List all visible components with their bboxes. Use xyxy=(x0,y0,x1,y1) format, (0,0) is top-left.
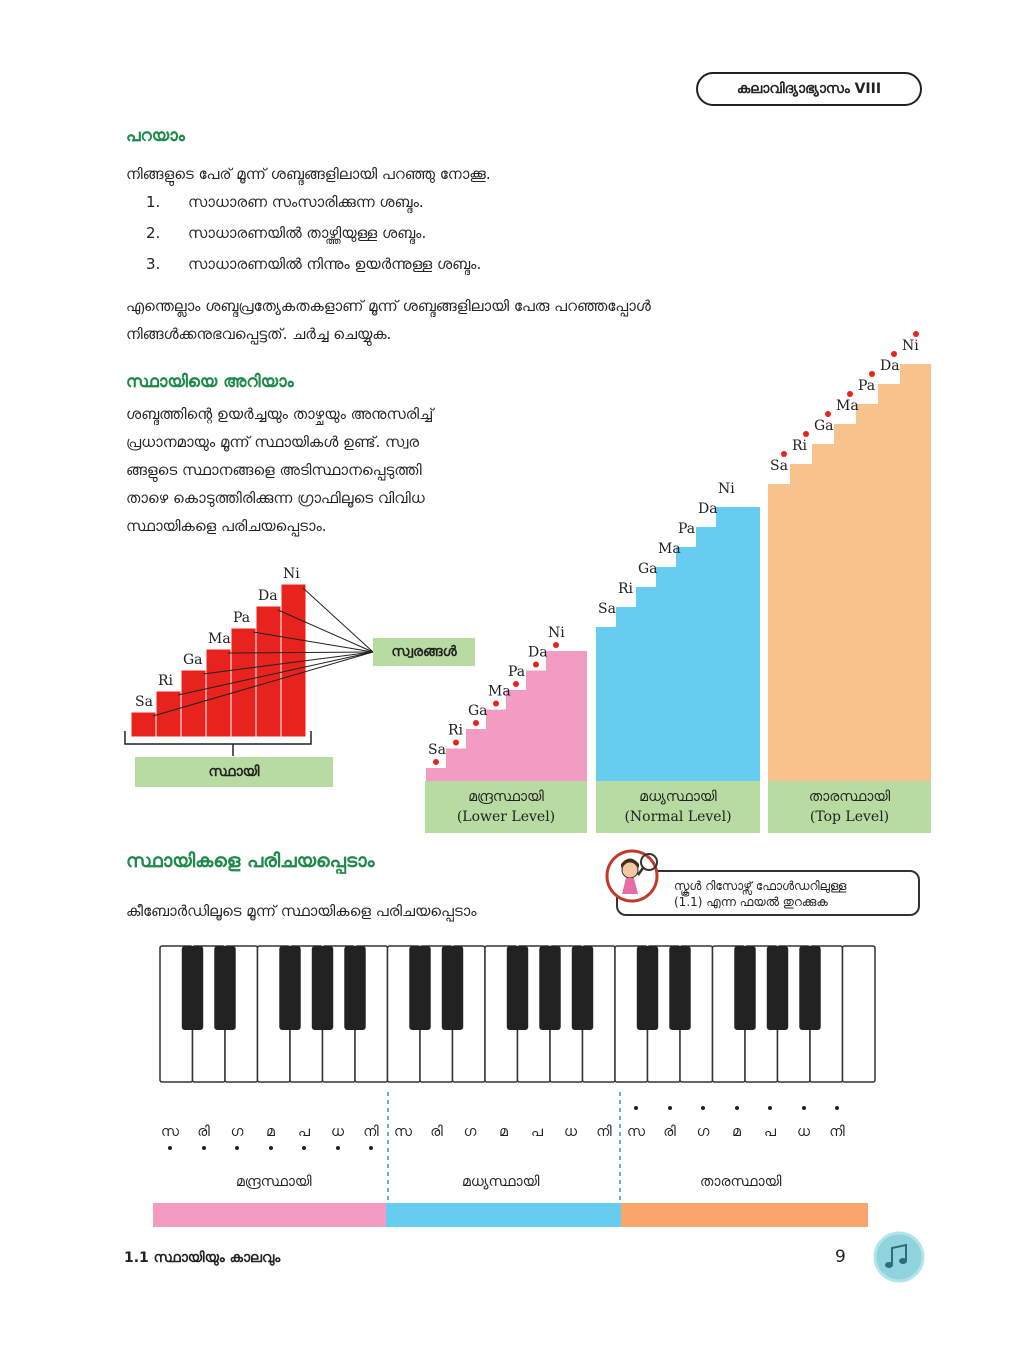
page-number: 9 xyxy=(835,1247,846,1267)
blue-note-label: Sa xyxy=(598,601,616,617)
black-key[interactable] xyxy=(669,946,690,1030)
black-key[interactable] xyxy=(734,946,755,1030)
red-staircase xyxy=(131,566,306,737)
lower-octave-dot xyxy=(235,1146,239,1150)
black-key[interactable] xyxy=(572,946,593,1030)
top-level-bar xyxy=(621,1203,868,1227)
swara-letter: പ xyxy=(764,1124,776,1140)
red-note-label: Pa xyxy=(233,610,251,626)
list-text: സാധാരണയിൽ താഴ്ത്തിയുള്ള ശബ്ദം. xyxy=(188,224,427,242)
blue-note-label: Ni xyxy=(718,481,735,497)
upper-dot xyxy=(869,371,875,377)
red-bar-da xyxy=(256,606,281,737)
swara-letter: സ xyxy=(627,1124,645,1140)
upper-octave-dot xyxy=(634,1106,638,1110)
orange-staircase xyxy=(768,331,931,781)
level-name: താരസ്ഥായി xyxy=(808,789,891,805)
red-note-label: Ma xyxy=(208,631,231,647)
pink-note-label: Sa xyxy=(428,742,446,758)
paragraph-line: ങ്ങളുടെ സ്ഥാനങ്ങളെ അടിസ്ഥാനപ്പെടുത്തി xyxy=(126,461,422,479)
lower-level-bar xyxy=(153,1203,386,1227)
red-bar-ga xyxy=(181,670,206,737)
red-note-label: Ni xyxy=(283,566,300,582)
swara-letter: സ xyxy=(161,1124,179,1140)
pink-stair-shape xyxy=(426,651,587,781)
orange-note-label: Sa xyxy=(770,458,788,474)
list-number: 1. xyxy=(146,193,161,211)
black-key[interactable] xyxy=(539,946,560,1030)
lower-dot xyxy=(553,642,559,648)
blue-note-label: Ri xyxy=(618,581,634,597)
heading-speak: പറയാം xyxy=(126,126,185,146)
upper-dot xyxy=(913,331,919,337)
swara-letter: നി xyxy=(829,1124,845,1140)
lower-dot xyxy=(433,759,439,765)
intro-text: നിങ്ങളുടെ പേര് മൂന്ന് ശബ്ദങ്ങളിലായി പറഞ്ഞു നോക്കൂ. xyxy=(126,165,491,183)
black-key[interactable] xyxy=(409,946,430,1030)
heading-introduce: സ്ഥായികളെ പരിചയപ്പെടാം xyxy=(126,850,375,872)
callout-line-1: സ്കൂൾ റിസോഴ്സ് ഫോൾഡറിലുള്ള xyxy=(674,879,847,893)
lower-octave-dot xyxy=(168,1146,172,1150)
black-key[interactable] xyxy=(312,946,333,1030)
pink-note-label: Ni xyxy=(548,625,565,641)
lower-octave-dot xyxy=(202,1146,206,1150)
lower-octave-dot xyxy=(369,1146,373,1150)
level-english: (Top Level) xyxy=(809,809,890,825)
red-bar-ma xyxy=(206,649,231,737)
upper-dot xyxy=(891,351,897,357)
swara-letter: നി xyxy=(596,1124,612,1140)
pink-note-label: Pa xyxy=(508,664,526,680)
swara-letter: ധ xyxy=(331,1124,344,1140)
top-level-label xyxy=(768,781,931,833)
swarangal-label: സ്വരങ്ങൾ xyxy=(373,638,475,666)
upper-dot xyxy=(803,431,809,437)
swara-letter: പ xyxy=(298,1124,310,1140)
upper-dot xyxy=(825,411,831,417)
callout-line-2: (1.1) എന്ന ഫയൽ തുറക്കുക xyxy=(674,895,828,909)
black-key[interactable] xyxy=(344,946,365,1030)
upper-octave-dot xyxy=(835,1106,839,1110)
black-key[interactable] xyxy=(214,946,235,1030)
black-key[interactable] xyxy=(767,946,788,1030)
swara-letter: പ xyxy=(531,1124,543,1140)
swara-letter: സ xyxy=(394,1124,412,1140)
paragraph-line: താഴെ കൊടുത്തിരിക്കുന്ന ഗ്രാഫിലൂടെ വിവിധ xyxy=(126,489,425,507)
paragraph-line: പ്രധാനമായും മൂന്ന് സ്ഥായികൾ ഉണ്ട്. സ്വര xyxy=(126,433,420,451)
lower-dot xyxy=(453,740,459,746)
upper-dot xyxy=(847,391,853,397)
orange-note-label: Ri xyxy=(792,438,808,454)
girl-magnifier-icon xyxy=(604,848,666,904)
upper-octave-dot xyxy=(802,1106,806,1110)
swara-letter: മ xyxy=(266,1124,275,1140)
lower-dot xyxy=(533,662,539,668)
blue-staircase xyxy=(596,481,760,781)
middle-level-bar xyxy=(386,1203,621,1227)
pink-note-label: Ga xyxy=(468,703,488,719)
lower-level-label xyxy=(425,781,587,833)
swara-letter: ഗ xyxy=(463,1124,477,1140)
upper-octave-dot xyxy=(735,1106,739,1110)
white-key[interactable] xyxy=(843,946,876,1082)
discussion-line-1: എന്തെല്ലാം ശബ്ദപ്രത്യേകതകളാണ് മൂന്ന് ശബ്ദങ്ങളിലായി പേരു പറഞ്ഞപ്പോൾ xyxy=(126,297,651,315)
red-bar-sa xyxy=(131,712,156,737)
swara-letter: ധ xyxy=(797,1124,810,1140)
black-key[interactable] xyxy=(637,946,658,1030)
book-title: കലാവിദ്യാഭ്യാസം VIII xyxy=(696,72,922,106)
level-name: മന്ദ്രസ്ഥായി xyxy=(468,789,544,805)
upper-octave-dot xyxy=(701,1106,705,1110)
normal-level-label xyxy=(596,781,760,833)
music-note-icon xyxy=(872,1230,926,1284)
blue-note-label: Ga xyxy=(638,561,658,577)
list-text: സാധാരണയിൽ നിന്നും ഉയർന്നുള്ള ശബ്ദം. xyxy=(188,255,482,273)
pink-note-label: Ri xyxy=(448,722,464,739)
lower-octave-dot xyxy=(336,1146,340,1150)
red-note-label: Ri xyxy=(158,673,174,689)
chapter-footer: 1.1 സ്ഥായിയും കാലവും xyxy=(124,1250,281,1266)
red-bar-ni xyxy=(281,584,306,737)
swara-letter: രി xyxy=(197,1124,210,1140)
red-note-label: Da xyxy=(258,588,278,604)
piano-keyboard xyxy=(150,938,890,1098)
list-text: സാധാരണ സംസാരിക്കുന്ന ശബ്ദം. xyxy=(188,193,424,211)
list-number: 3. xyxy=(146,255,161,273)
black-key[interactable] xyxy=(279,946,300,1030)
swara-letter: ധ xyxy=(564,1124,577,1140)
upper-octave-dot xyxy=(768,1106,772,1110)
level-english: (Normal Level) xyxy=(624,809,732,825)
orange-note-label: Ma xyxy=(836,398,859,414)
level-english: (Lower Level) xyxy=(456,809,556,825)
discussion-line-2: നിങ്ങൾക്കനുഭവപ്പെട്ടത്. ചർച്ച ചെയ്യുക. xyxy=(126,325,392,343)
swara-letter: മ xyxy=(499,1124,508,1140)
black-key[interactable] xyxy=(799,946,820,1030)
lower-octave-dot xyxy=(269,1146,273,1150)
black-key[interactable] xyxy=(507,946,528,1030)
orange-note-label: Ni xyxy=(902,338,919,354)
heading-sthayi: സ്ഥായിയെ അറിയാം xyxy=(126,372,294,392)
blue-note-label: Ma xyxy=(658,541,681,557)
orange-note-label: Pa xyxy=(858,378,876,394)
lower-dot xyxy=(493,701,499,707)
list-number: 2. xyxy=(146,224,161,242)
black-key[interactable] xyxy=(442,946,463,1030)
swara-letter: രി xyxy=(663,1124,676,1140)
swara-letter: ഗ xyxy=(696,1124,710,1140)
blue-note-label: Da xyxy=(698,501,718,517)
pink-note-label: Ma xyxy=(488,683,511,700)
red-note-label: Ga xyxy=(183,652,203,668)
swara-letter: നി xyxy=(363,1124,379,1140)
swara-letter: ഗ xyxy=(230,1124,244,1140)
lower-octave-dot xyxy=(302,1146,306,1150)
keyboard-intro-text: കീബോർഡിലൂടെ മൂന്ന് സ്ഥായികളെ പരിചയപ്പെടാം xyxy=(126,902,477,920)
lower-dot xyxy=(473,720,479,726)
lower-dot xyxy=(513,681,519,687)
black-key[interactable] xyxy=(182,946,203,1030)
red-note-label: Sa xyxy=(135,694,153,710)
sthayi-label: സ്ഥായി xyxy=(135,757,333,787)
level-caption-middle: മധ്യസ്ഥായി xyxy=(462,1174,540,1190)
swara-letter: മ xyxy=(732,1124,741,1140)
level-caption-top: താരസ്ഥായി xyxy=(700,1174,782,1190)
paragraph-line: സ്ഥായികളെ പരിചയപ്പെടാം. xyxy=(126,517,327,535)
level-caption-lower: മന്ദ്രസ്ഥായി xyxy=(236,1174,312,1190)
upper-octave-dot xyxy=(668,1106,672,1110)
orange-note-label: Da xyxy=(880,358,900,374)
orange-note-label: Ga xyxy=(814,418,834,434)
orange-stair-shape xyxy=(768,364,931,781)
swara-letter: രി xyxy=(430,1124,443,1140)
paragraph-line: ശബ്ദത്തിന്റെ ഉയർച്ചയും താഴ്ചയും അനുസരിച്ച് xyxy=(126,405,434,423)
upper-dot xyxy=(781,451,787,457)
level-name: മധ്യസ്ഥായി xyxy=(639,789,717,805)
pink-note-label: Da xyxy=(528,644,548,661)
blue-note-label: Pa xyxy=(678,521,696,537)
